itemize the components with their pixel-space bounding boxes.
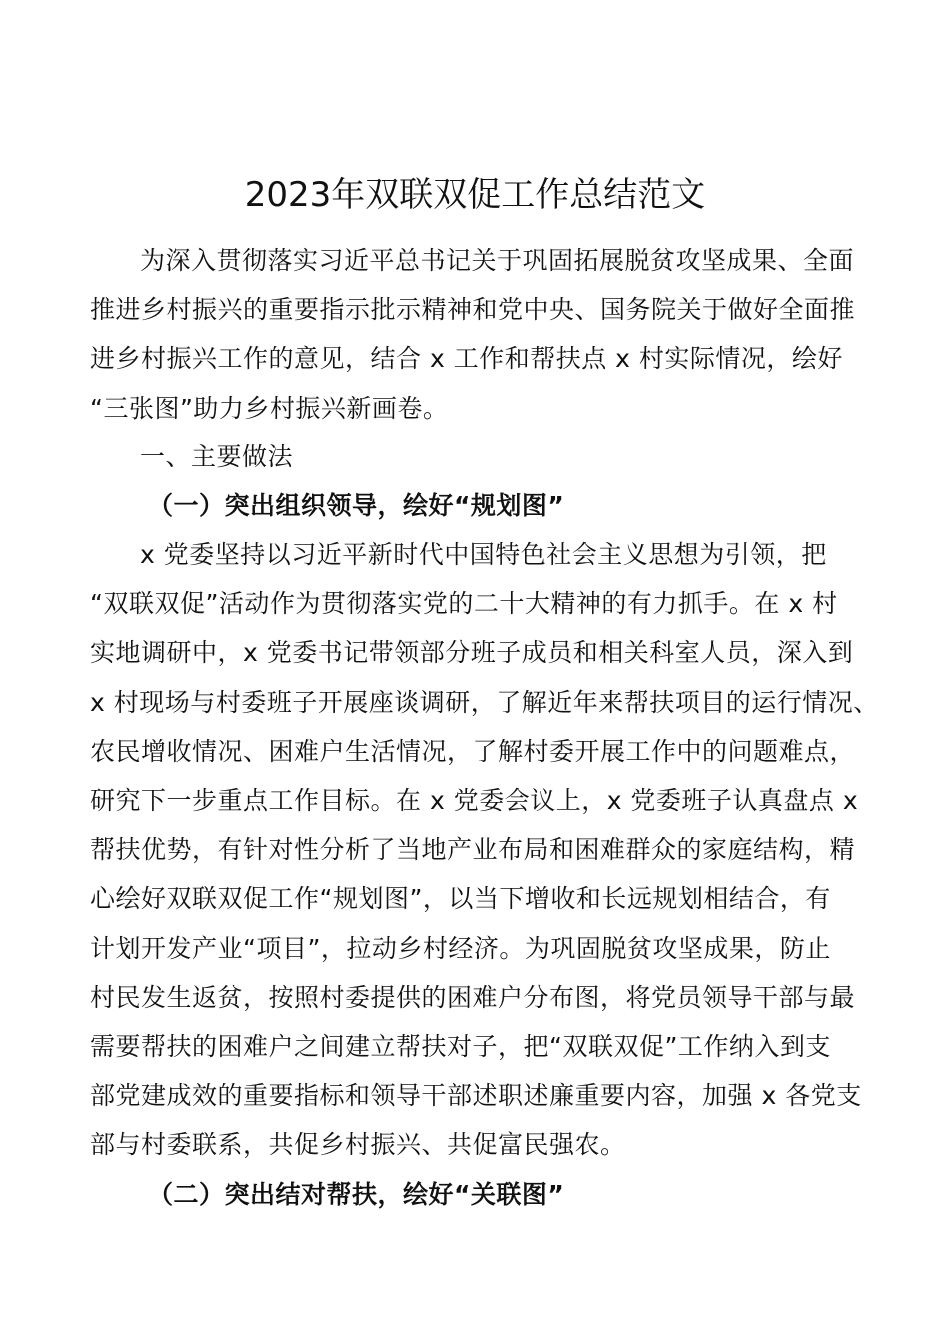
paragraph-line: x 村现场与村委班子开展座谈调研，了解近年来帮扶项目的运行情况、 xyxy=(90,687,879,717)
paragraph-line: 研究下一步重点工作目标。在 x 党委会议上，x 党委班子认真盘点 x xyxy=(90,786,859,816)
subsection-heading-text: （一）突出组织领导，绘好“规划图” xyxy=(148,491,565,520)
section-heading-main-practices xyxy=(90,432,862,481)
subsection-heading-planning-map xyxy=(90,481,862,530)
intro-line: 为深入贯彻落实习近平总书记关于巩固拓展脱贫攻坚成果、全面 xyxy=(140,246,855,275)
paragraph-line: 实地调研中，x 党委书记带领部分班子成员和相关科室人员，深入到 xyxy=(90,638,854,668)
paragraph-line: 计划开发产业“项目”，拉动乡村经济。为巩固脱贫攻坚成果，防止 xyxy=(90,933,831,963)
subsection-heading-association-map xyxy=(90,1170,862,1219)
paragraph-line: 村民发生返贫，按照村委提供的困难户分布图，将党员领导干部与最 xyxy=(90,982,856,1012)
intro-line: 推进乡村振兴的重要指示批示精神和党中央、国务院关于做好全面推 xyxy=(90,295,856,325)
paragraph-line: 部党建成效的重要指标和领导干部述职述廉重要内容，加强 x 各党支 xyxy=(90,1081,862,1111)
section-heading-text: 一、主要做法 xyxy=(140,442,294,471)
paragraph-line: 部与村委联系，共促乡村振兴、共促富民强农。 xyxy=(90,1130,626,1160)
intro-line: “三张图”助力乡村振兴新画卷。 xyxy=(90,393,449,423)
subsection-heading-text: （二）突出结对帮扶，绘好“关联图” xyxy=(148,1180,565,1209)
paragraph-line: 需要帮扶的困难户之间建立帮扶对子，把“双联双促”工作纳入到支 xyxy=(90,1032,831,1062)
intro-paragraph xyxy=(90,236,862,433)
paragraph-line: 心绘好双联双促工作“规划图”，以当下增收和长远规划相结合，有 xyxy=(90,884,831,914)
document-title: 2023年双联双促工作总结范文 xyxy=(244,175,706,215)
paragraph-line: x 党委坚持以习近平新时代中国特色社会主义思想为引领，把 xyxy=(140,540,827,569)
paragraph-line: “双联双促”活动作为贯彻落实党的二十大精神的有力抓手。在 x 村 xyxy=(90,589,838,619)
subsection-1-paragraph xyxy=(90,530,879,1170)
intro-line: 进乡村振兴工作的意见，结合 x 工作和帮扶点 x 村实际情况，绘好 xyxy=(90,344,843,374)
paragraph-line: 农民增收情况、困难户生活情况，了解村委开展工作中的问题难点， xyxy=(90,736,856,766)
paragraph-line: 帮扶优势，有针对性分析了当地产业布局和困难群众的家庭结构，精 xyxy=(90,835,856,865)
